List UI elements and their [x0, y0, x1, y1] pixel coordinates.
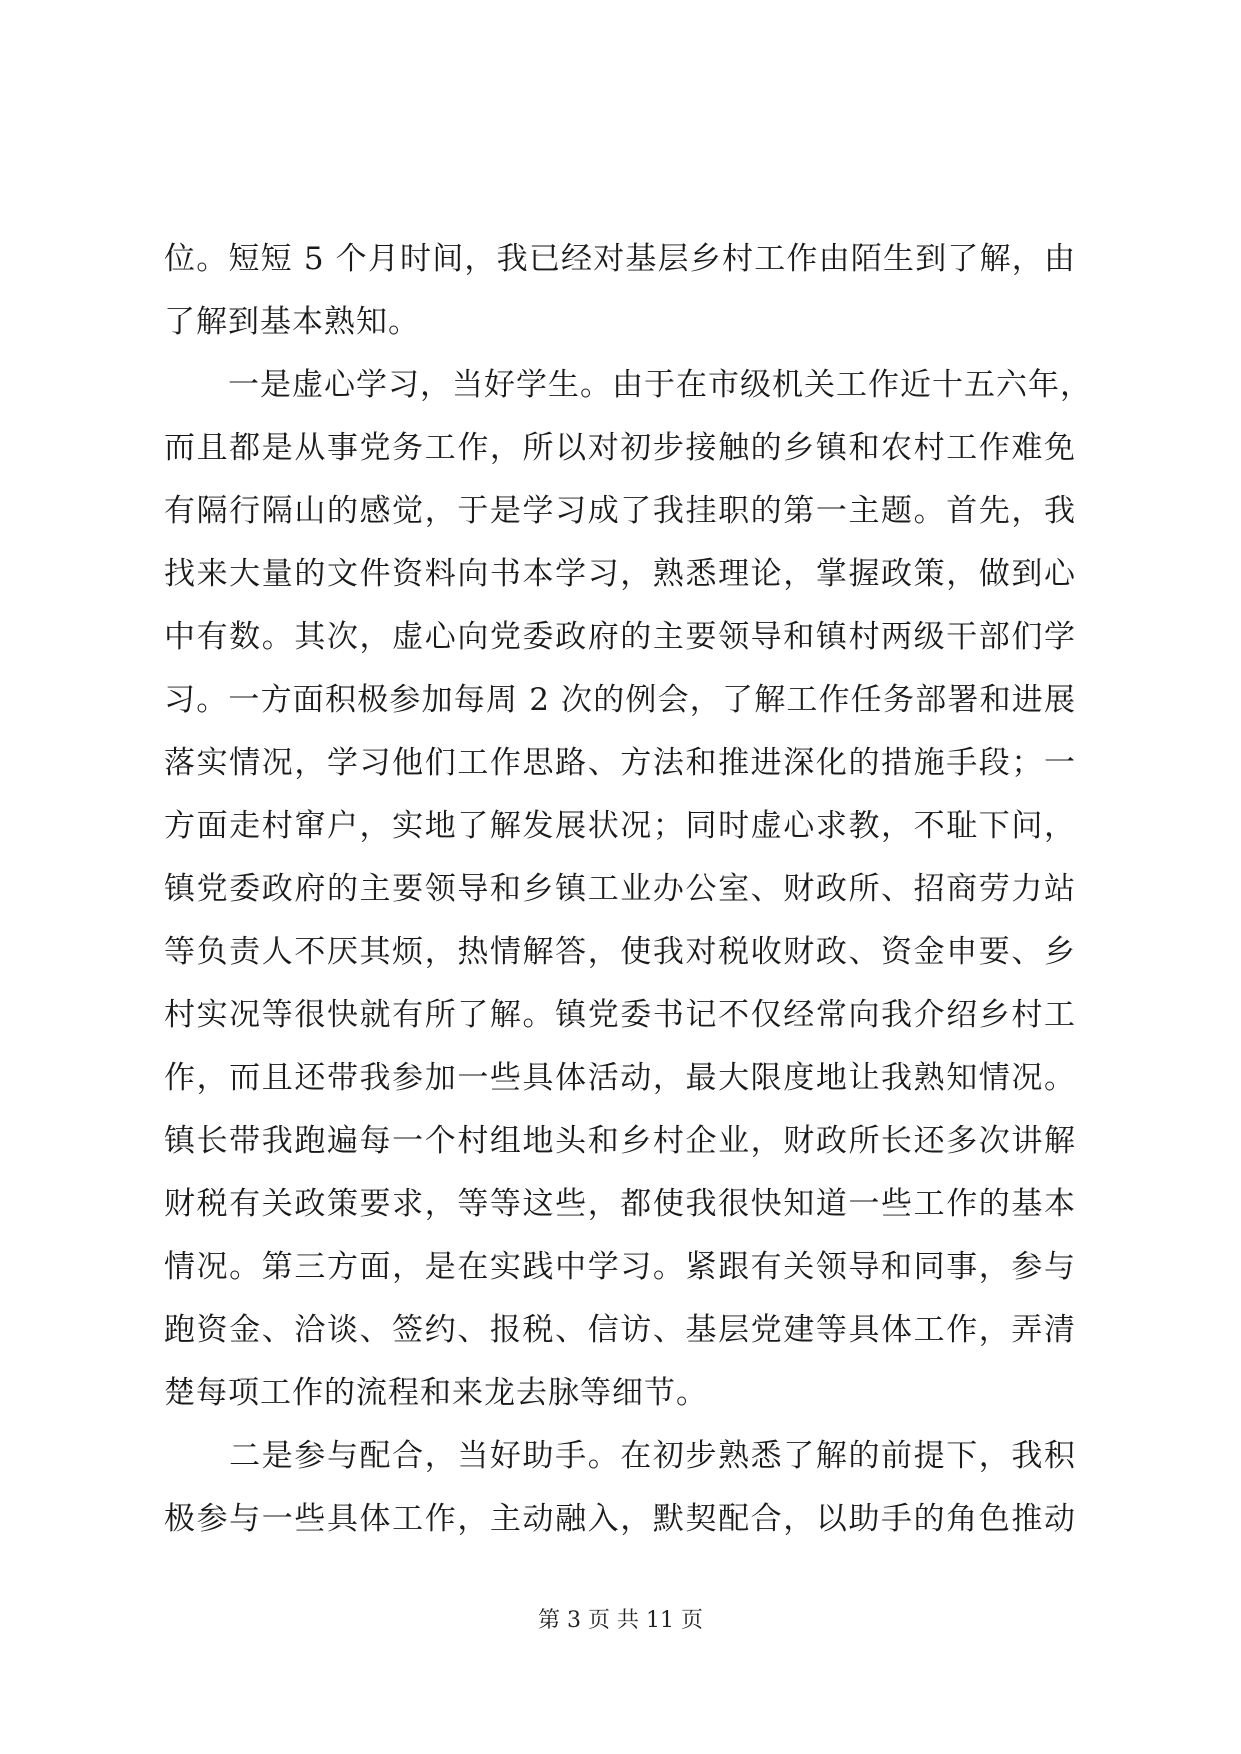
text-line: 了解到基本熟知。 — [164, 304, 420, 340]
text-line: 跑资金、洽谈、签约、报税、信访、基层党建等具体工作，弄清 — [164, 1312, 1076, 1348]
text-line: 习。一方面积极参加每周 2 次的例会，了解工作任务部署和进展 — [164, 682, 1076, 718]
text-line: 有隔行隔山的感觉，于是学习成了我挂职的第一主题。首先，我 — [164, 493, 1076, 529]
text-line: 财税有关政策要求，等等这些，都使我很快知道一些工作的基本 — [164, 1186, 1076, 1222]
body-text — [164, 228, 1092, 1551]
text-line: 情况。第三方面，是在实践中学习。紧跟有关领导和同事，参与 — [164, 1249, 1076, 1285]
text-line: 而且都是从事党务工作，所以对初步接触的乡镇和农村工作难免 — [164, 430, 1076, 466]
text-line: 位。短短 5 个月时间，我已经对基层乡村工作由陌生到了解，由 — [164, 241, 1076, 277]
text-line: 找来大量的文件资料向书本学习，熟悉理论，掌握政策，做到心 — [164, 556, 1076, 592]
page-footer: 第 3 页 共 11 页 — [538, 1608, 703, 1633]
text-line: 极参与一些具体工作，主动融入，默契配合，以助手的角色推动 — [164, 1501, 1076, 1537]
text-line: 楚每项工作的流程和来龙去脉等细节。 — [164, 1375, 708, 1411]
text-line: 一是虚心学习，当好学生。由于在市级机关工作近十五六年， — [164, 367, 1092, 403]
text-line: 村实况等很快就有所了解。镇党委书记不仅经常向我介绍乡村工 — [164, 997, 1076, 1033]
text-line: 作，而且还带我参加一些具体活动，最大限度地让我熟知情况。 — [164, 1060, 1076, 1096]
text-line: 等负责人不厌其烦，热情解答，使我对税收财政、资金申要、乡 — [164, 934, 1076, 970]
text-line: 镇长带我跑遍每一个村组地头和乡村企业，财政所长还多次讲解 — [164, 1123, 1076, 1159]
text-line: 方面走村窜户，实地了解发展状况；同时虚心求教，不耻下问， — [164, 808, 1076, 844]
text-line: 落实情况，学习他们工作思路、方法和推进深化的措施手段；一 — [164, 745, 1076, 781]
text-line: 二是参与配合，当好助手。在初步熟悉了解的前提下，我积 — [164, 1438, 1076, 1474]
text-line: 中有数。其次，虚心向党委政府的主要领导和镇村两级干部们学 — [164, 619, 1076, 655]
text-line: 镇党委政府的主要领导和乡镇工业办公室、财政所、招商劳力站 — [164, 871, 1076, 907]
